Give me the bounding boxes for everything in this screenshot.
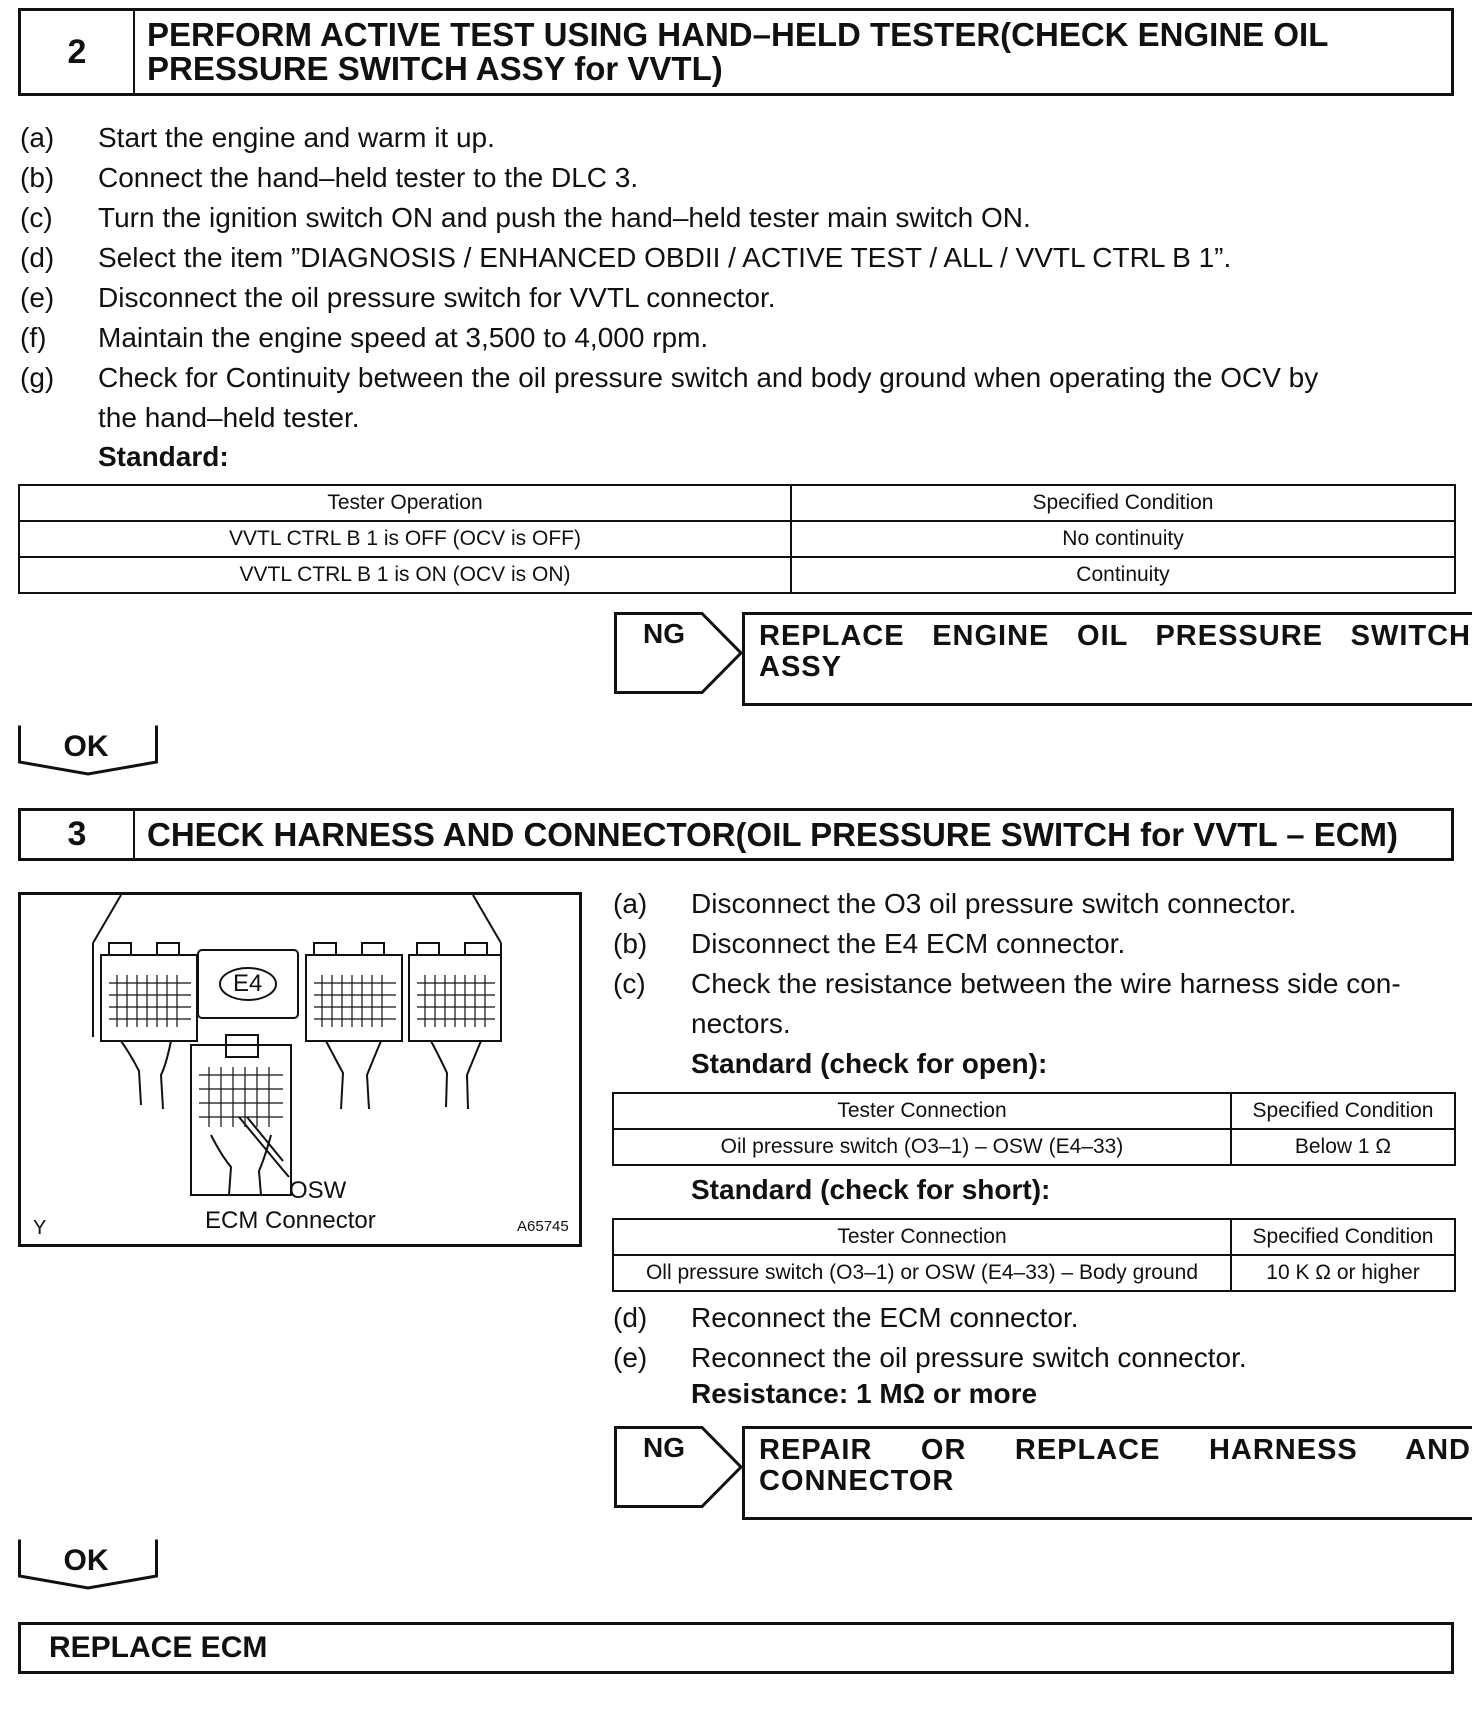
final-action-label: REPLACE ECM [49,1631,268,1664]
ng-branch [614,1426,744,1508]
ng-label: NG [643,1432,685,1463]
resistance-label: Resistance: 1 MΩ or more [691,1378,1038,1409]
ng-result: REPLACE ENGINE OIL PRESSURE SWITCH ASSY [742,612,1472,706]
figure-id: A65745 [517,1218,569,1235]
table-header: Specified Condition [1231,1093,1455,1129]
corner-label: Y [33,1217,47,1239]
table-cell: Oll pressure switch (O3–1) or OSW (E4–33) – Body ground [613,1255,1231,1291]
step-2-header [18,8,1454,96]
ok-branch [18,724,158,776]
ok-label: OK [63,730,109,763]
step-number: 2 [21,11,135,93]
ng-label: NG [643,618,685,649]
table-cell: No continuity [791,521,1455,557]
final-action-box [18,1622,1454,1674]
step-title: PERFORM ACTIVE TEST USING HAND–HELD TESTER(CHECK ENGINE OIL PRESSURE SWITCH ASSY for VVTL) [147,16,1329,87]
step-number: 3 [21,811,135,858]
ecm-connector-diagram [18,892,582,1247]
table-cell: VVTL CTRL B 1 is ON (OCV is ON) [19,557,791,593]
spec-table-short [612,1218,1456,1292]
ok-branch [18,1538,158,1590]
table-cell: Oil pressure switch (O3–1) – OSW (E4–33) [613,1129,1231,1165]
table-cell: Continuity [791,557,1455,593]
table-row [613,1129,1455,1165]
ok-label: OK [63,1544,109,1577]
diagram-caption: ECM Connector [205,1207,376,1234]
connector-label-e4: E4 [233,970,263,997]
table-row [19,521,1455,557]
standard-short-label: Standard (check for short): [691,1174,1051,1205]
table-row [613,1255,1455,1291]
table-header: Specified Condition [791,485,1455,521]
table-row [19,557,1455,593]
pin-label-osw: OSW [289,1177,347,1204]
table-header-row [613,1093,1455,1129]
table-header-row [613,1219,1455,1255]
standard-label: Standard: [98,441,229,472]
table-header: Tester Connection [613,1219,1231,1255]
table-cell: 10 K Ω or higher [1231,1255,1455,1291]
standard-open-label: Standard (check for open): [691,1048,1048,1079]
ng-branch [614,612,744,694]
table-header-row [19,485,1455,521]
table-header: Specified Condition [1231,1219,1455,1255]
table-cell: VVTL CTRL B 1 is OFF (OCV is OFF) [19,521,791,557]
ng-result: REPAIR OR REPLACE HARNESS AND CONNECTOR [742,1426,1472,1520]
spec-table-open [612,1092,1456,1166]
table-cell: Below 1 Ω [1231,1129,1455,1165]
step-title: CHECK HARNESS AND CONNECTOR(OIL PRESSURE SWITCH for VVTL – ECM) [147,815,1399,853]
spec-table [18,484,1456,594]
table-header: Tester Operation [19,485,791,521]
step-3-header [18,808,1454,861]
table-header: Tester Connection [613,1093,1231,1129]
